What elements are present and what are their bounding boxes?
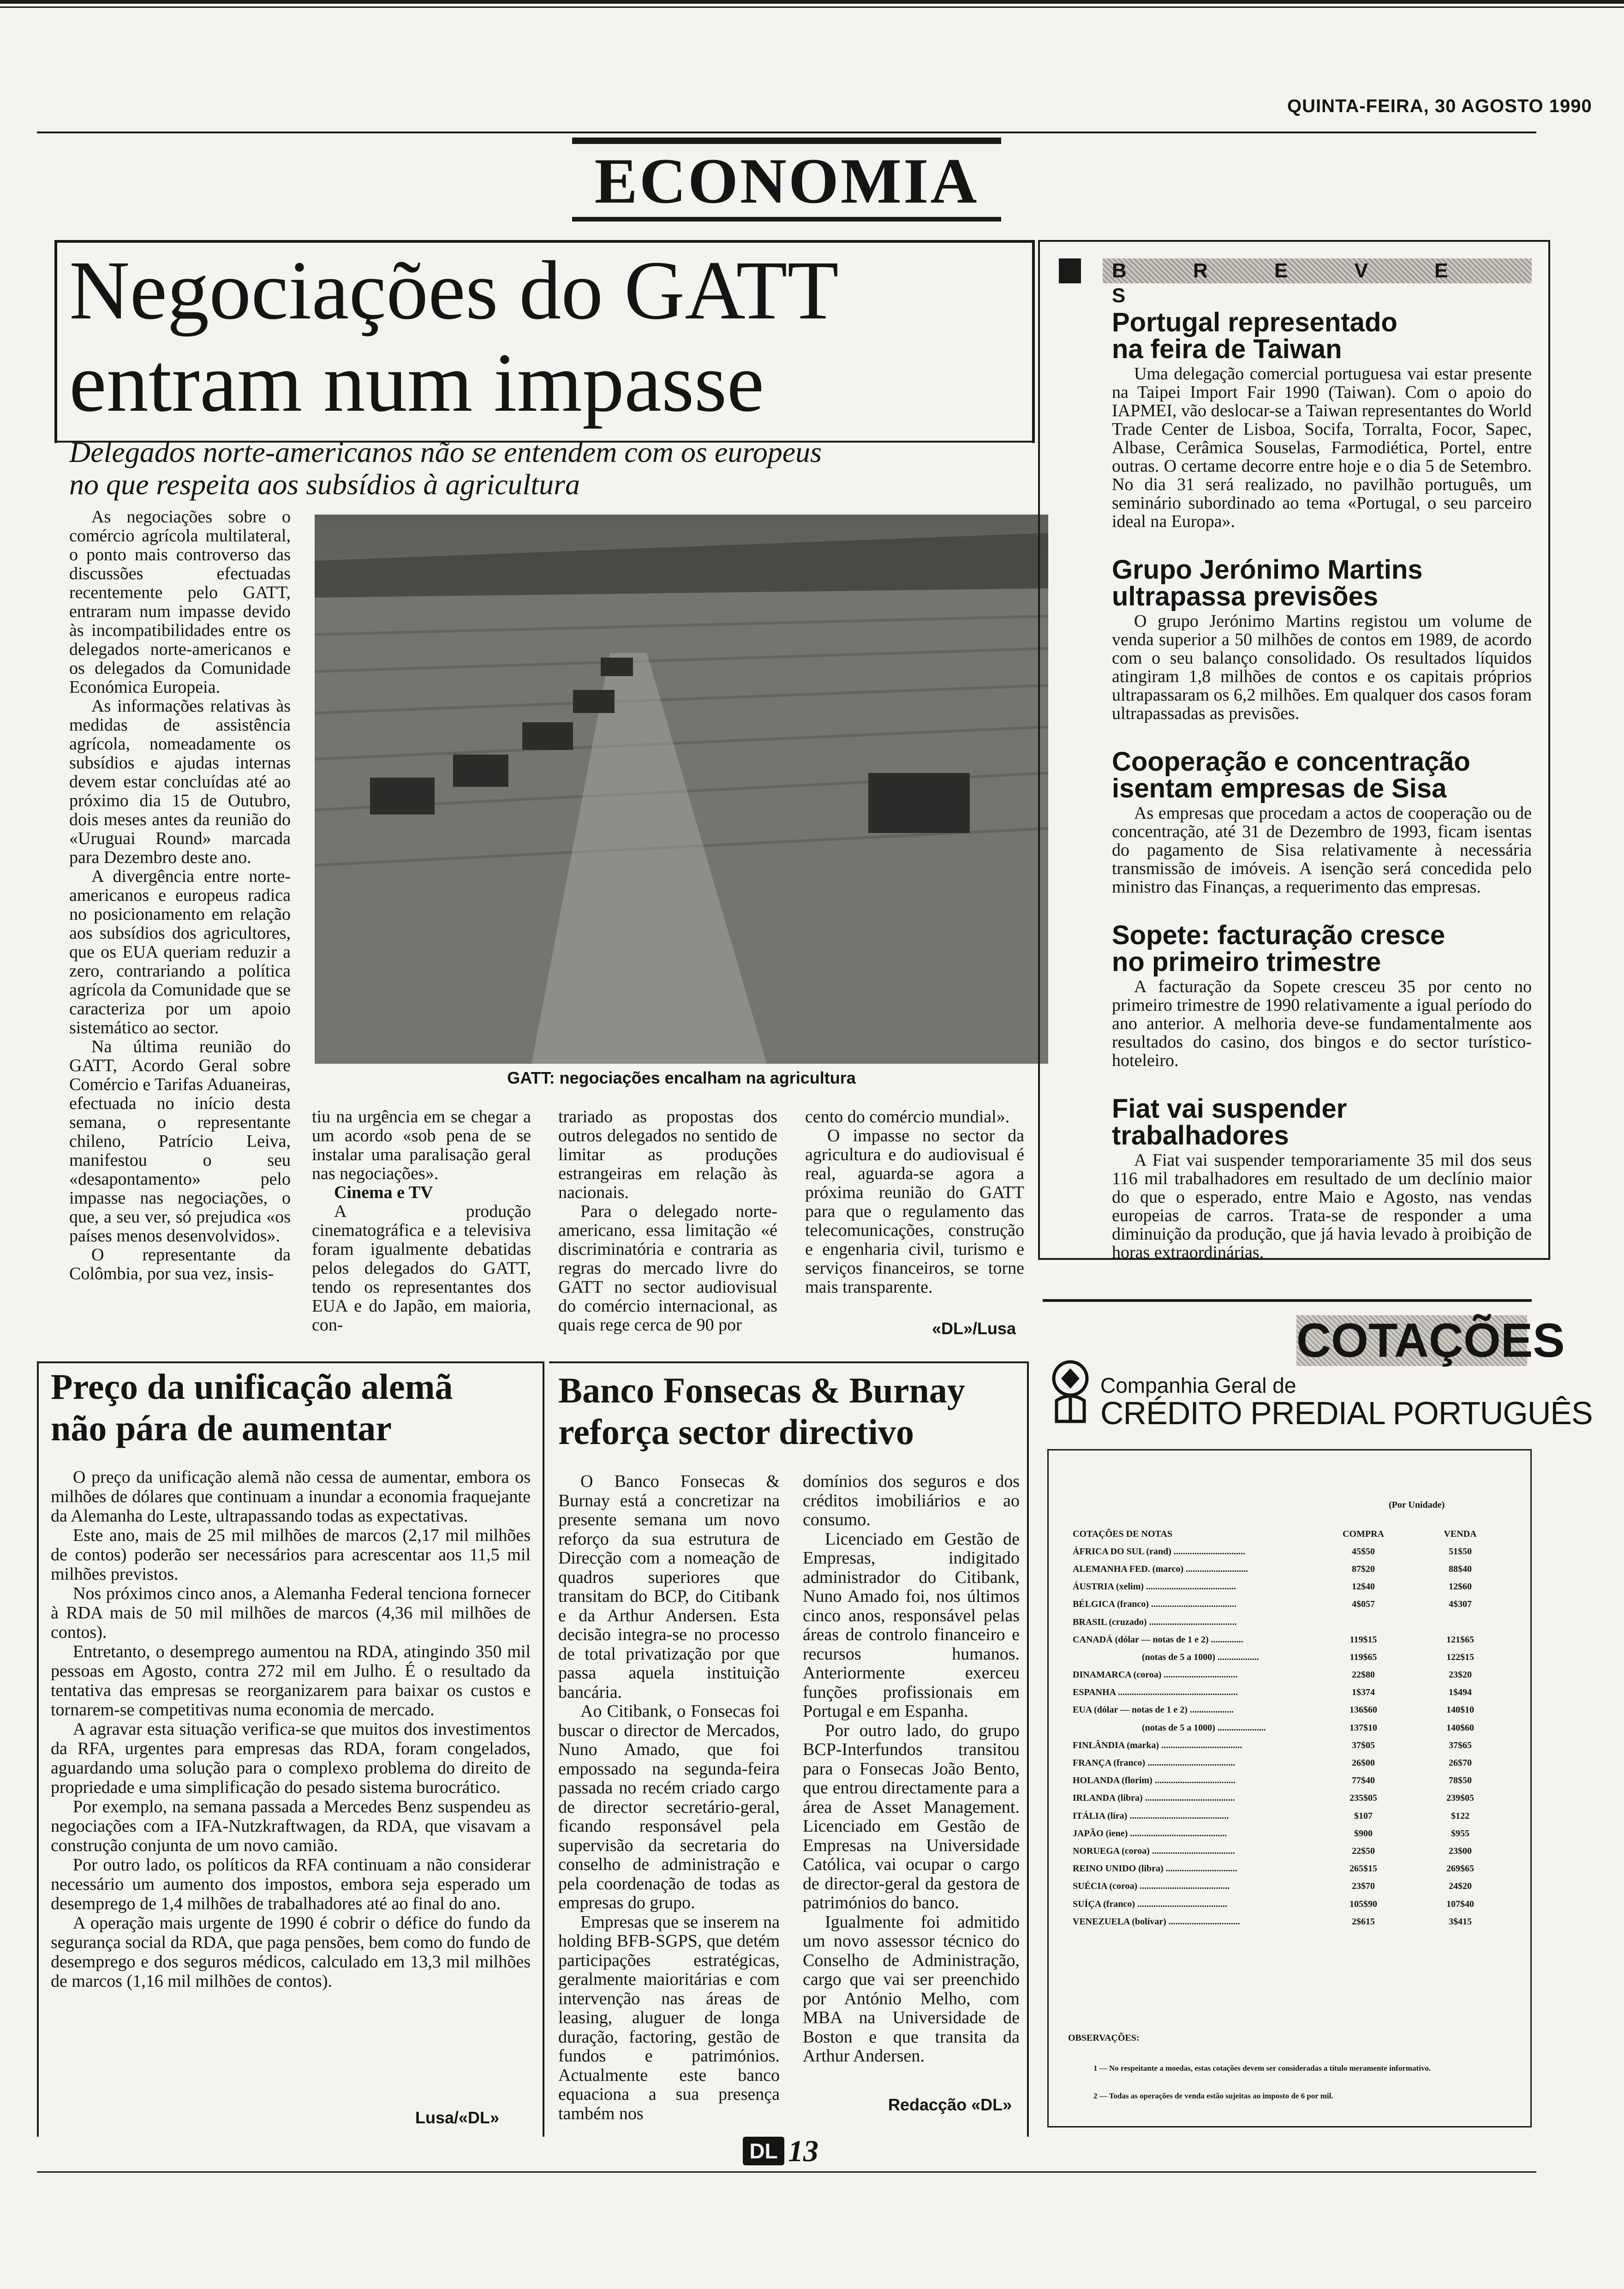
rate-row — [1073, 1737, 1511, 1754]
table-header-row — [1073, 1525, 1511, 1543]
breve-item — [1112, 309, 1532, 531]
breve-title: Cooperação e concentração — [1112, 747, 1470, 777]
banco-col-2 — [803, 1472, 1020, 2066]
paragraph: Por outro lado, os políticos da RFA continuam a não considerar necessário um aumento dos impostos, embora seja esperado um desemprego de 1,4 milhões de trabalhadores até ao final do ano. — [51, 1855, 531, 1913]
rate-row — [1073, 1543, 1511, 1560]
page-number: 13 — [788, 2134, 818, 2168]
sell-cell: 78$50 — [1449, 1775, 1472, 1786]
gatt-box-top — [54, 240, 1035, 243]
currency-cell: ALEMANHA FED. (marco) ........................... — [1073, 1564, 1248, 1574]
sell-cell: 239$05 — [1446, 1793, 1474, 1804]
sell-cell: 4$307 — [1449, 1599, 1472, 1610]
banco-headline: Banco Fonsecas & Burnay reforça sector directivo — [558, 1370, 965, 1452]
currency-cell: IRLANDA (libra) ....................................... — [1073, 1793, 1235, 1804]
paragraph: O representante da Colômbia, por sua vez, insis- — [69, 1245, 291, 1283]
header-cell: COMPRA — [1343, 1528, 1384, 1539]
buy-cell: 26$00 — [1352, 1758, 1375, 1768]
buy-cell: 77$40 — [1352, 1775, 1375, 1786]
sell-cell: 88$40 — [1449, 1564, 1472, 1574]
buy-cell: 119$15 — [1349, 1634, 1377, 1645]
breves-square — [1059, 258, 1081, 283]
section-bar-top — [572, 138, 1001, 144]
rate-row — [1073, 1772, 1511, 1790]
paragraph: Igualmente foi admitido um novo assessor técnico do Conselho de Administração, cargo que vai ser preenchido por António Melho, com MBA na Universidade de Boston e que transita da Arthur Andersen. — [803, 1912, 1020, 2066]
buy-cell: $900 — [1354, 1828, 1373, 1839]
header-cell: VENDA — [1444, 1528, 1477, 1539]
gatt-col-3 — [558, 1108, 777, 1335]
note-2: 2 — Todas as operações de venda estão sujeitas ao imposto de 6 por mil. — [1093, 2091, 1333, 2100]
footer-rule — [37, 2171, 1536, 2173]
paragraph: As informações relativas às medidas de assistência agrícola, nomeadamente os subsídios e ajudas internas devem estar concluídas até ao próximo dia 15 de Outubro, dois meses antes da reunião do «Uruguai Round» marcada para Dezembro deste ano. — [69, 696, 291, 867]
sell-cell: 51$50 — [1449, 1546, 1472, 1557]
banco-box-right — [1027, 1361, 1029, 2137]
buy-cell: 119$65 — [1349, 1652, 1377, 1662]
rate-row — [1073, 1702, 1511, 1719]
banco-signature: Redacção «DL» — [888, 2095, 1012, 2114]
rate-row — [1073, 1825, 1511, 1842]
buy-cell: 137$10 — [1349, 1722, 1377, 1733]
currency-cell: HOLANDA (florim) ................................... — [1073, 1775, 1236, 1786]
gatt-deck: Delegados norte-americanos não se entendem com os europeus no que respeita aos subsídios à agricultura — [69, 436, 822, 501]
paragraph: Na última reunião do GATT, Acordo Geral sobre Comércio e Tarifas Aduaneiras, efectuada no início desta semana, o representante chileno, Patrício Leiva, manifestou o seu «desapontamento» pelo impasse nas negociações, o que, a seu ver, só prejudica «os países menos desenvolvidos». — [69, 1037, 291, 1246]
rate-row — [1073, 1578, 1511, 1596]
paragraph: cento do comércio mundial». — [805, 1107, 1010, 1127]
currency-cell: (notas de 5 a 1000) ..................... — [1142, 1722, 1266, 1733]
buy-cell: 37$05 — [1352, 1740, 1375, 1750]
rate-row — [1073, 1913, 1511, 1930]
paragraph: A operação mais urgente de 1990 é cobrir o défice do fundo da segurança social da RDA, que paga pensões, bem como do fundo de desemprego e dos seguros médicos, calculado em 13,3 mil milhões de marcos (1,16 mil milhões de contos). — [51, 1913, 531, 1991]
breve-item — [1112, 749, 1532, 896]
breve-text: Uma delegação comercial portuguesa vai estar presente na Taipei Import Fair 1990 (Taiwan). Com o apoio do IAPMEI, vão deslocar-se a Taiwan representantes do World Trade Center de Lisboa, Socifa, Torralta, Focor, Sapec, Albase, Cerâmica Souselas, Farmodiética, Portel, entre outras. O certame decorre entre hoje e o dia 5 de Setembro. No dia 31 será realizado, no pavilhão português, um seminário subordinado ao tema «Portugal, o seu parceiro ideal na Europa». — [1112, 364, 1532, 531]
currency-cell: FRANÇA (franco) ...................................... — [1073, 1758, 1236, 1768]
paragraph: O preço da unificação alemã não cessa de aumentar, embora os milhões de dólares que continuam a inundar a economia fraquejante da Alemanha do Leste, ultrapassando todas as expectativas. — [51, 1468, 531, 1526]
banco-box-top — [549, 1361, 1029, 1363]
breve-text: O grupo Jerónimo Martins registou um volume de venda superior a 50 milhões de contos em 1989, de acordo com o seu balanço consolidado. Os resultados líquidos atingiram 1,8 milhões de contos e os capitais próprios ultrapassaram os 6,2 milhões. Em qualquer dos casos foram ultrapassadas as previsões. — [1112, 611, 1532, 723]
gatt-box-right — [1032, 240, 1035, 443]
rate-row — [1073, 1596, 1511, 1613]
paragraph: tiu na urgência em se chegar a um acordo «sob pena de se instalar uma paralisação geral nas negociações». — [312, 1107, 531, 1183]
sell-cell: 23$00 — [1449, 1846, 1472, 1856]
sell-cell: 121$65 — [1446, 1634, 1474, 1645]
breves-box-right — [1548, 240, 1550, 1260]
rate-row — [1073, 1790, 1511, 1807]
currency-cell: VENEZUELA (bolívar) ............................... — [1073, 1916, 1240, 1927]
unificacao-body — [51, 1468, 531, 1991]
buy-cell: 2$615 — [1352, 1916, 1375, 1927]
breves-box-left — [1038, 240, 1040, 1260]
breve-title: ultrapassa previsões — [1112, 581, 1379, 611]
rate-row — [1073, 1807, 1511, 1825]
breve-text: A Fiat vai suspender temporariamente 35 mil dos seus 116 mil trabalhadores em resultado de um declínio maior do que o esperado, entre Maio e Agosto, nas vendas europeias de carros. Trata-se de responder a uma diminuição da produção, que já havia levado à proibição de horas extraordinárias. — [1112, 1150, 1532, 1262]
unificacao-box-left — [37, 1361, 39, 2137]
sell-cell: $122 — [1451, 1810, 1469, 1821]
currency-cell: FINLÂNDIA (marka) ................................... — [1073, 1740, 1242, 1750]
rate-row — [1073, 1648, 1511, 1666]
paragraph: As negociações sobre o comércio agrícola multilateral, o ponto mais controverso das discussões efectuadas recentemente pelo GATT, entraram num impasse devido às incompatibilidades entre os delegados norte-americanos e os delegados da Comunidade Económica Europeia. — [69, 507, 291, 697]
gatt-signature: «DL»/Lusa — [932, 1319, 1016, 1338]
sell-cell: 3$415 — [1449, 1916, 1472, 1927]
paragraph: trariado as propostas dos outros delegados no sentido de limitar as produções estrangeiras em relação às nacionais. — [558, 1107, 777, 1202]
paragraph: O Banco Fonsecas & Burnay está a concretizar na presente semana um novo reforço da sua estrutura de Direcção com a nomeação de quadros superiores que transitam do BCP, do Citibank e da Arthur Andersen. Esta decisão integra-se no processo de total privatização por que passa aquela instituição bancária. — [558, 1472, 780, 1702]
breves-list — [1112, 309, 1532, 1288]
sell-cell: 37$65 — [1449, 1740, 1472, 1750]
paragraph: A divergência entre norte-americanos e europeus radica no posicionamento em relação aos subsídios dos agricultores, que os EUA queriam reduzir a zero, contrariando a política agrícola da Comunidade que se caracteriza por um apoio sistemático ao sector. — [69, 867, 291, 1037]
cotacoes-box-right — [1530, 1449, 1532, 2127]
breve-title: isentam empresas de Sisa — [1112, 773, 1447, 803]
currency-cell: ESPANHA .................................................... — [1073, 1687, 1238, 1698]
breve-title: na feira de Taiwan — [1112, 334, 1342, 364]
paragraph: domínios dos seguros e dos créditos imobiliários e ao consumo. — [803, 1472, 1020, 1529]
breve-item — [1112, 1096, 1532, 1262]
rate-row — [1073, 1842, 1511, 1860]
dl-logo-text: DL — [749, 2139, 778, 2163]
paragraph: Por exemplo, na semana passada a Mercedes Benz suspendeu as negociações com a IFA-Nutzkraftwagen, da RDA, que visavam a construção conjunta de um novo camião. — [51, 1797, 531, 1855]
rate-row — [1073, 1613, 1511, 1631]
breve-title: Fiat vai suspender — [1112, 1094, 1347, 1124]
gatt-col-2 — [312, 1108, 531, 1335]
gatt-headline: Negociações do GATT entram num impasse — [69, 244, 839, 429]
buy-cell: 23$70 — [1352, 1881, 1375, 1892]
breve-title: Grupo Jerónimo Martins — [1112, 555, 1423, 585]
paragraph: Ao Citibank, o Fonsecas foi buscar o director de Mercados, Nuno Amado, que foi empossado na segunda-feira passada no recém criado cargo de director secretário-geral, ficando responsável pela supervisão da secretaria do conselho de administração e pela coordenação de todas as empresas do grupo. — [558, 1702, 780, 1912]
rate-row — [1073, 1719, 1511, 1737]
unificacao-box-right — [543, 1361, 544, 2137]
top-edge-rule — [0, 0, 1624, 4]
buy-cell: 22$80 — [1352, 1670, 1375, 1680]
rates-table-wrap — [1073, 1525, 1511, 1930]
buy-cell: 87$20 — [1352, 1564, 1375, 1574]
breve-item — [1112, 557, 1532, 723]
company-name-line1: Companhia Geral de — [1100, 1373, 1296, 1397]
rate-row — [1073, 1631, 1511, 1648]
rate-row — [1073, 1895, 1511, 1913]
banco-col-1 — [558, 1472, 780, 2123]
currency-cell: BÉLGICA (franco) ..................................... — [1073, 1599, 1236, 1610]
currency-cell: SUÍÇA (franco) ....................................... — [1073, 1899, 1227, 1909]
buy-cell: 235$05 — [1349, 1793, 1377, 1804]
sell-cell: 23$20 — [1449, 1670, 1472, 1680]
photo-caption: GATT: negociações encalham na agricultura — [507, 1068, 856, 1087]
currency-cell: DINAMARCA (coroa) ................................ — [1073, 1670, 1238, 1680]
breve-text: A facturação da Sopete cresceu 35 por cento no primeiro trimestre de 1990 relativamente a igual período do ano anterior. A melhoria deve-se fundamentalmente aos resultados do casino, dos bingos e do sector turístico-hoteleiro. — [1112, 977, 1532, 1070]
currency-cell: EUA (dólar — notas de 1 e 2) ................... — [1073, 1705, 1234, 1715]
subheading-cinema: Cinema e TV — [334, 1183, 433, 1202]
cotacoes-box-left — [1047, 1449, 1049, 2127]
sell-cell: 269$65 — [1446, 1864, 1474, 1874]
paragraph: Licenciado em Gestão de Empresas, indigitado administrador do Citibank, Nuno Amado foi, nos últimos cinco anos, responsável pelas áreas de controlo financeiro e recursos humanos. Anteriormente exerceu funções profissionais em Portugal e em Espanha. — [803, 1529, 1020, 1721]
buy-cell: 105$90 — [1349, 1899, 1377, 1909]
header-cell: COTAÇÕES DE NOTAS — [1073, 1528, 1172, 1539]
note-1: 1 — No respeitante a moedas, estas cotações devem ser consideradas a título meramente informativo. — [1093, 2064, 1431, 2073]
currency-cell: NORUEGA (coroa) .................................... — [1073, 1846, 1235, 1856]
buy-cell — [1317, 1613, 1409, 1631]
paragraph: Por outro lado, do grupo BCP-Interfundos transitou para o Fonsecas João Bento, que entrou directamente para a área de Asset Management. Licenciado em Gestão de Empresas na Universidade Católica, vai ocupar o cargo de director-geral da gestora de patrimónios do banco. — [803, 1720, 1020, 1912]
sell-cell: 107$40 — [1446, 1899, 1474, 1909]
paragraph: A produção cinematográfica e a televisiva foram igualmente debatidas pelos delegados do GATT, tendo os representantes dos EUA e do Japão, em maioria, con- — [312, 1202, 531, 1335]
buy-cell: 136$60 — [1349, 1705, 1377, 1715]
buy-cell: 265$15 — [1349, 1864, 1377, 1874]
rate-row — [1073, 1754, 1511, 1772]
sell-cell: 140$10 — [1446, 1705, 1474, 1715]
top-edge-rule-thin — [0, 6, 1624, 8]
section-title: ECONOMIA — [594, 145, 979, 217]
photo-harvest — [315, 515, 1048, 1064]
sell-cell — [1409, 1613, 1511, 1631]
bank-logo-icon — [1047, 1359, 1093, 1424]
currency-cell: REINO UNIDO (libra) ............................... — [1073, 1864, 1237, 1874]
rate-row — [1073, 1684, 1511, 1702]
breves-label: B R E V E S — [1112, 259, 1479, 307]
cotacoes-box-bottom — [1047, 2126, 1532, 2127]
gatt-box-left — [54, 240, 57, 443]
sell-cell: 122$15 — [1446, 1652, 1474, 1662]
currency-cell: ITÁLIA (lira) ........................................... — [1073, 1810, 1229, 1821]
sell-cell: 12$60 — [1449, 1582, 1472, 1592]
paragraph: Este ano, mais de 25 mil milhões de marcos (2,17 mil milhões de contos) poderão ser necessários para acrescentar aos 11,5 mil milhões previstos. — [51, 1526, 531, 1584]
buy-cell: 1$374 — [1352, 1687, 1375, 1698]
gatt-col-1 — [69, 508, 291, 1283]
currency-cell: (notas de 5 a 1000) .................. — [1142, 1652, 1259, 1662]
currency-cell: ÁUSTRIA (xelim) ....................................... — [1073, 1582, 1236, 1592]
notes-title: OBSERVAÇÕES: — [1068, 2033, 1140, 2043]
paragraph: Entretanto, o desemprego aumentou na RDA, atingindo 350 mil pessoas em Agosto, contra 272 mil em Julho. É o resultado da tentativa das empresas se reorganizarem para baixar os custos e tornarem-se competitivas numa economia de mercado. — [51, 1642, 531, 1720]
cotacoes-unit: (Por Unidade) — [1389, 1500, 1445, 1510]
paragraph: Para o delegado norte-americano, essa limitação «é discriminatória e contraria as regras do mercado livre do GATT no sector audiovisual do comércio internacional, as quais rege cerca de 90 por — [558, 1202, 777, 1335]
currency-cell: SUÉCIA (coroa) ....................................... — [1073, 1881, 1230, 1892]
section-bar-bottom — [572, 217, 1001, 222]
currency-cell: CANADÁ (dólar — notas de 1 e 2) .............. — [1073, 1634, 1243, 1645]
sell-cell: $955 — [1451, 1828, 1469, 1839]
rate-row — [1073, 1860, 1511, 1878]
currency-cell: JAPÃO (iene) .......................................... — [1073, 1828, 1227, 1839]
rate-row — [1073, 1666, 1511, 1684]
breve-title: Portugal representado — [1112, 307, 1397, 337]
issue-date: QUINTA-FEIRA, 30 AGOSTO 1990 — [1287, 96, 1592, 116]
unificacao-signature: Lusa/«DL» — [415, 2108, 500, 2127]
buy-cell: $107 — [1354, 1810, 1373, 1821]
rate-row — [1073, 1878, 1511, 1895]
buy-cell: 12$40 — [1352, 1582, 1375, 1592]
header-rule — [37, 132, 1536, 133]
rates-table — [1073, 1525, 1511, 1930]
sell-cell: 1$494 — [1449, 1687, 1472, 1698]
sell-cell: 26$70 — [1449, 1758, 1472, 1768]
breve-title: trabalhadores — [1112, 1121, 1289, 1150]
sell-cell: 24$20 — [1449, 1881, 1472, 1892]
unificacao-box-top — [37, 1361, 544, 1363]
paragraph: A agravar esta situação verifica-se que muitos dos investimentos da RFA, urgentes para empresas das RDA, foram congelados, aguardando uma solução para o complexo problema do direito de propriedade e uma simplificação do pesado sistema burocrático. — [51, 1720, 531, 1797]
breve-item — [1112, 922, 1532, 1070]
unificacao-headline: Preço da unificação alemã não pára de aumentar — [51, 1366, 453, 1448]
buy-cell: 4$057 — [1352, 1599, 1375, 1610]
buy-cell: 45$50 — [1352, 1546, 1375, 1557]
gatt-col-4 — [805, 1108, 1024, 1297]
cotacoes-title: COTAÇÕES — [1296, 1314, 1565, 1367]
buy-cell: 22$50 — [1352, 1846, 1375, 1856]
paragraph: Nos próximos cinco anos, a Alemanha Federal tenciona fornecer à RDA mais de 50 mil milhões de marcos (4,36 mil milhões de contos). — [51, 1584, 531, 1642]
company-name-line2: CRÉDITO PREDIAL PORTUGUÊS — [1100, 1395, 1593, 1431]
sell-cell: 140$60 — [1446, 1722, 1474, 1733]
paragraph: O impasse no sector da agricultura e do audiovisual é real, aguarda-se agora a próxima reunião do GATT para que o regulamento das telecomunicações, construção e engenharia civil, turismo e serviços financeiros, se torne mais transparente. — [805, 1126, 1024, 1297]
cotacoes-rule — [1047, 1449, 1532, 1450]
breve-title: Sopete: facturação cresce — [1112, 920, 1445, 950]
rate-row — [1073, 1560, 1511, 1578]
currency-cell: ÁFRICA DO SUL (rand) ............................... — [1073, 1546, 1245, 1557]
breves-box-top — [1038, 240, 1550, 242]
currency-cell: BRASIL (cruzado) ...................................... — [1073, 1617, 1237, 1627]
paragraph: Empresas que se inserem na holding BFB-SGPS, que detém participações estratégicas, geralmente maioritárias e com intervenção nas áreas de leasing, aluguer de longa duração, factoring, gestão de fundos e patrimónios. Actualmente este banco equaciona a sua presença também nos — [558, 1912, 780, 2123]
breve-text: As empresas que procedam a actos de cooperação ou de concentração, até 31 de Dezembro de 1993, ficam isentas do pagamento de Sisa relativamente à necessária transmissão de imóveis. A isenção será concedida pelo ministro das Finanças, a requerimento das empresas. — [1112, 803, 1532, 897]
cotacoes-rule-top — [1043, 1299, 1532, 1302]
breve-title: no primeiro trimestre — [1112, 947, 1381, 977]
